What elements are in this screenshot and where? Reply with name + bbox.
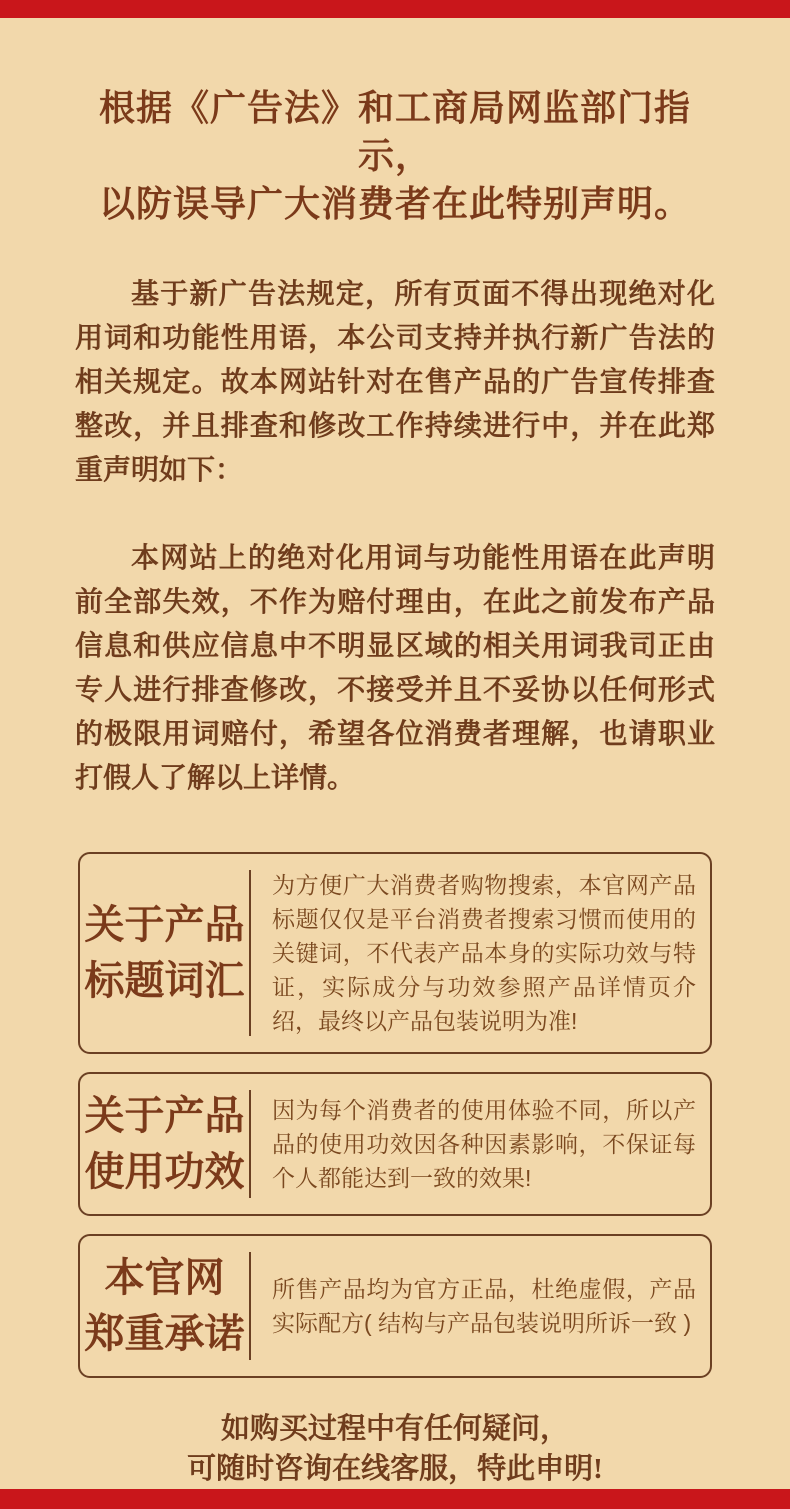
notice-box-body (251, 1236, 710, 1376)
notice-box-list (75, 852, 715, 1378)
content-area (0, 18, 790, 1489)
notice-box-title-line1: 关于产品 (84, 1093, 245, 1138)
notice-box-title (80, 1074, 249, 1214)
notice-box-title-line2: 郑重承诺 (84, 1311, 245, 1356)
bottom-red-band (0, 1489, 790, 1509)
notice-box-official-promise (78, 1234, 712, 1378)
page-title-line1: 根据《广告法》和工商局网监部门指示， (98, 88, 691, 176)
statement-paragraph-1: 基于新广告法规定，所有页面不得出现绝对化用词和功能性用语，本公司支持并执行新广告法的相关规定。故本网站针对在售产品的广告宣传排查整改，并且排查和修改工作持续进行中，并在此郑重声明如下： (75, 279, 715, 486)
page-title (75, 84, 715, 228)
notice-box-title-line2: 使用功效 (84, 1149, 245, 1194)
notice-box-body-text: 因为每个消费者的使用体验不同，所以产品的使用功效因各种因素影响，不保证每个人都能达到一致的效果! (272, 1097, 696, 1191)
footer-note (75, 1409, 715, 1489)
footer-note-line2: 可随时咨询在线客服，特此申明! (187, 1453, 603, 1485)
notice-box-product-title-keywords (78, 852, 712, 1054)
top-red-band (0, 0, 790, 18)
notice-box-product-effect (78, 1072, 712, 1216)
notice-box-title-line1: 关于产品 (84, 902, 245, 947)
notice-box-body-text: 所售产品均为官方正品，杜绝虚假，产品实际配方( 结构与产品包装说明所诉一致 ) (272, 1276, 696, 1336)
notice-box-title (80, 1236, 249, 1376)
notice-box-title-line2: 标题词汇 (84, 958, 245, 1003)
notice-box-body-text: 为方便广大消费者购物搜索，本官网产品标题仅仅是平台消费者搜索习惯而使用的关键词，不代表产品本身的实际功效与特证，实际成分与功效参照产品详情页介绍，最终以产品包装说明为准! (272, 872, 696, 1034)
notice-box-title (80, 854, 249, 1052)
notice-box-title-line1: 本官网 (104, 1255, 225, 1300)
statement-paragraph-2: 本网站上的绝对化用词与功能性用语在此声明前全部失效，不作为赔付理由，在此之前发布产品信息和供应信息中不明显区域的相关用词我司正由专人进行排查修改，不接受并且不妥协以任何形式的极限用词赔付，希望各位消费者理解，也请职业打假人了解以上详情。 (75, 543, 715, 794)
notice-box-body (251, 1074, 710, 1214)
footer-note-line1: 如购买过程中有任何疑问， (220, 1413, 569, 1445)
notice-box-body (251, 854, 710, 1052)
page-title-line2: 以防误导广大消费者在此特别声明。 (98, 184, 691, 224)
